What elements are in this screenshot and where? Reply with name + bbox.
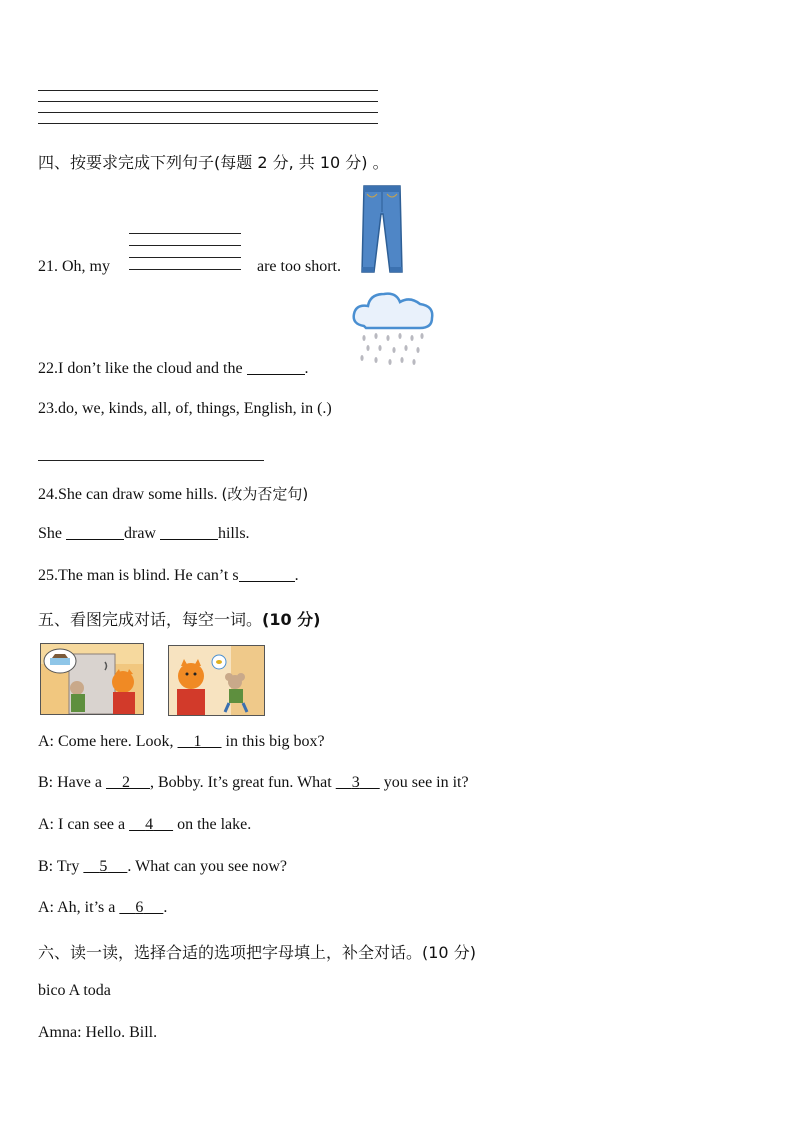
dialog-blank-6[interactable] [119,899,163,916]
q24-line-b: draw [124,525,156,542]
q24-blank-2[interactable] [160,525,218,540]
q21-blank-line-4[interactable] [129,269,241,270]
dialog-line-4 [38,858,287,876]
answer-line-1 [38,90,378,91]
dialog-blank-5[interactable] [83,858,127,875]
dialog-picture-1 [40,643,144,715]
rain-cloud-icon [350,290,436,370]
q25-text: 25.The man is blind. He can’t s [38,567,239,584]
dialog-5-text-a: A: Ah, it’s a [38,899,120,916]
q23-text: 23.do, we, kinds, all, of, things, English, in (.) [38,400,332,417]
q24-text: 24.She can draw some hills. [38,486,218,503]
dialog-5-text-b: . [163,899,168,916]
dialog-2-text-a: B: Have a [38,774,106,791]
q22 [38,360,309,378]
dialog-1-text-b: in this big box? [221,733,325,750]
dialog-blank-3[interactable] [336,774,380,791]
q21-text [38,258,110,276]
dialog-2-text-c: you see in it? [379,774,469,791]
q24-line-c: hills. [217,525,250,542]
q24 [38,483,308,504]
q24-line-a: She [38,525,62,542]
q22-text: 22.I don’t like the cloud and the [38,360,243,377]
dialog-blank-5-number: 5 [99,858,108,875]
answer-line-4 [38,123,378,124]
q21-before: . Oh, my [54,258,110,275]
q23-answer-line[interactable] [38,460,264,461]
dialog-blank-2-number: 2 [121,774,130,791]
dialog-2-text-b: , Bobby. It’s great fun. What [149,774,336,791]
dialog-1-text-a: A: Come here. Look, [38,733,178,750]
section-5-score: (10 分) [262,610,321,629]
dialog-line-2 [38,774,469,792]
q22-blank[interactable] [247,360,305,375]
dialog-blank-1-number: 1 [193,733,202,750]
dialog-line-5 [38,899,167,917]
q24-blank-1[interactable] [66,525,124,540]
section-5-title: 五、看图完成对话，每空一词。 [38,610,263,629]
q25-end: . [294,567,299,584]
section-4-heading: 四、按要求完成下列句子(每题 2 分, 共 10 分) 。 [38,153,389,172]
answer-line-2 [38,101,378,102]
dialog-3-text-b: on the lake. [173,816,252,833]
q24-answer [38,525,250,543]
dialog-blank-3-number: 3 [351,774,360,791]
q21-blank-line-1[interactable] [129,233,241,234]
section-5-heading [38,607,320,630]
section-6-heading: 六、读一读，选择合适的选项把字母填上，补全对话。(10 分) [38,943,476,962]
q25 [38,567,299,585]
q21-blank-line-3[interactable] [129,257,241,258]
q25-blank[interactable] [239,567,295,582]
dialog-blank-4-number: 4 [145,816,154,833]
q24-note: (改为否定句) [221,485,309,503]
dialog-4-text-b: . What can you see now? [127,858,288,875]
dialog-blank-2[interactable] [106,774,150,791]
dialog-3-text-a: A: I can see a [38,816,130,833]
dialog-line-3 [38,816,251,834]
q22-end: . [304,360,309,377]
section-6-line-1: bico A toda [38,982,111,999]
q21-number: 21 [38,258,54,275]
q21-blank-line-2[interactable] [129,245,241,246]
dialog-picture-2 [168,645,265,716]
q21-after: are too short. [257,258,341,275]
answer-line-3 [38,112,378,113]
dialog-blank-4[interactable] [129,816,173,833]
dialog-line-1 [38,733,325,751]
dialog-blank-6-number: 6 [135,899,144,916]
jeans-icon [360,184,404,274]
section-6-line-2: Amna: Hello. Bill. [38,1024,158,1041]
dialog-blank-1[interactable] [178,733,222,750]
dialog-4-text-a: B: Try [38,858,84,875]
